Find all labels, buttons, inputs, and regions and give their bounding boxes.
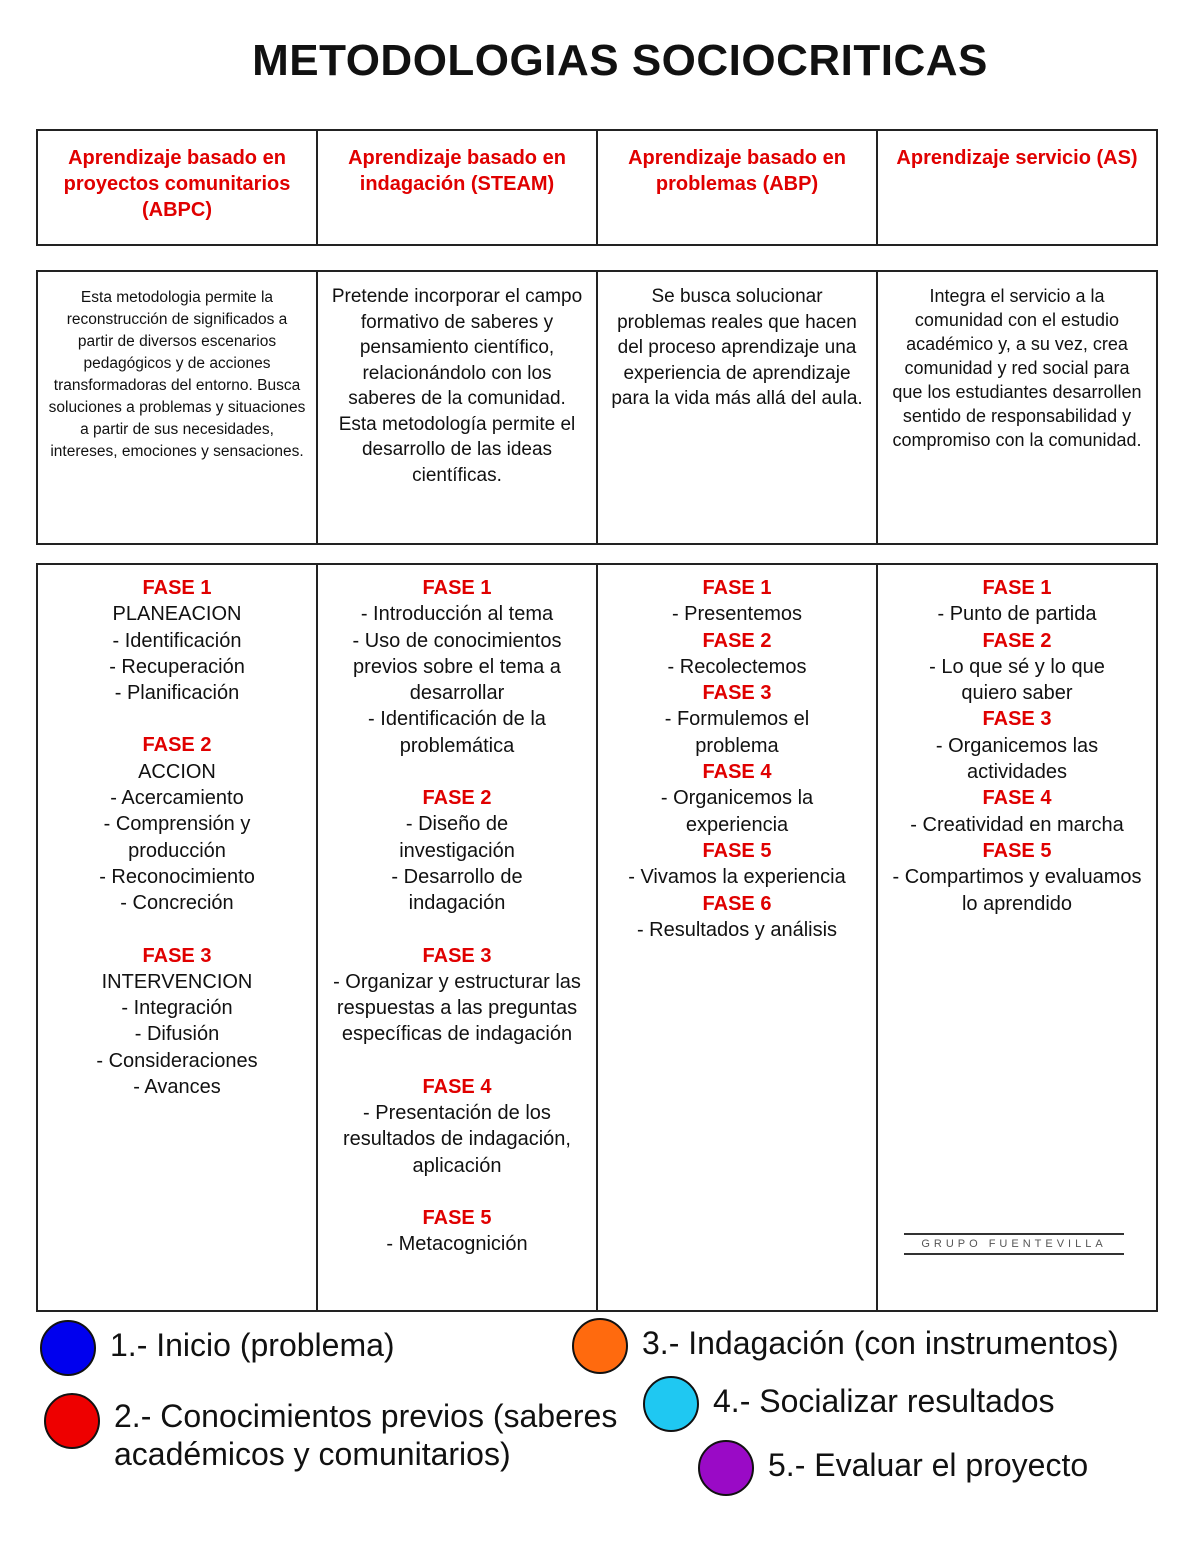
phase-label: FASE 6 [702, 892, 772, 915]
red-circle-icon [44, 1393, 100, 1449]
phase-step: - Uso de conocimientos previos sobre el tema a desarrollar [352, 629, 562, 705]
phase-step: - Lo que sé y lo que quiero saber [929, 655, 1105, 705]
phase-step: - Integración [121, 997, 233, 1020]
phase-step: - Reconocimiento [99, 865, 255, 888]
phase-name: ACCION [138, 760, 216, 783]
phase-step: - Planificación [114, 682, 240, 705]
phase-step: - Avances [133, 1076, 221, 1099]
phases-abp [598, 565, 878, 1310]
phase-step: - Recolectemos [667, 655, 807, 678]
methodology-header-row [36, 129, 1158, 246]
orange-circle-icon [572, 1318, 628, 1374]
phase-label: FASE 2 [142, 734, 212, 757]
phase-step: - Punto de partida [937, 603, 1097, 626]
phase-label: FASE 4 [982, 787, 1052, 810]
phase-step: - Diseño de investigación [399, 813, 515, 862]
phase-label: FASE 2 [702, 629, 772, 652]
blue-circle-icon [40, 1320, 96, 1376]
phase-step: - Desarrollo de indagación [391, 865, 523, 915]
phase-label: FASE 3 [982, 708, 1052, 731]
phase-step: - Recuperación [109, 655, 245, 678]
phase-name: INTERVENCION [101, 970, 253, 993]
legend-item-5 [698, 1440, 1088, 1496]
cyan-circle-icon [643, 1376, 699, 1432]
legend-label: 1.- Inicio (problema) [110, 1327, 395, 1363]
phase-label: FASE 3 [142, 944, 212, 967]
phase-label: FASE 3 [422, 944, 492, 967]
description-abpc: Esta metodologia permite la reconstrucción de significados a partir de diversos escenarios pedagógicos y de acciones transformadoras del entorno. Busca soluciones a problemas y situaciones a partir de sus necesidades, intereses, emociones y sensaciones. [38, 272, 318, 543]
methodology-description-row [36, 270, 1158, 545]
phase-step: - Comprensión y producción [103, 813, 251, 862]
phases-abpc [38, 565, 318, 1310]
phase-label: FASE 5 [982, 839, 1052, 862]
legend-label: 4.- Socializar resultados [713, 1383, 1055, 1419]
phase-step: - Acercamiento [110, 787, 244, 810]
description-steam: Pretende incorporar el campo formativo de saberes y pensamiento científico, relacionándolo con los saberes de la comunidad. Esta metodología permite el desarrollo de las ideas científicas. [318, 272, 598, 543]
phase-label: FASE 5 [702, 839, 772, 862]
brand-logo-text: GRUPO FUENTEVILLA [921, 1238, 1107, 1250]
phase-step: - Difusión [134, 1023, 220, 1046]
phase-step: - Identificación de la problemática [368, 708, 546, 757]
phase-step: - Resultados y análisis [636, 918, 838, 941]
phase-label: FASE 4 [422, 1075, 492, 1098]
phase-step: - Creatividad en marcha [910, 813, 1124, 836]
phases-steam [318, 565, 598, 1310]
phase-step: - Organicemos la experiencia [660, 787, 814, 836]
phase-label: FASE 1 [702, 577, 772, 599]
phase-name: PLANEACION [112, 603, 242, 626]
phase-step: - Presentación de los resultados de indagación, aplicación [343, 1102, 571, 1177]
phase-step: - Compartimos y evaluamos lo aprendido [892, 866, 1142, 915]
phase-step: - Organicemos las actividades [935, 734, 1099, 784]
description-abp: Se busca solucionar problemas reales que hacen del proceso aprendizaje una experiencia de aprendizaje para la vida más allá del aula. [598, 272, 878, 543]
legend-item-1 [40, 1320, 395, 1376]
header-abp: Aprendizaje basado en problemas (ABP) [598, 131, 878, 244]
legend-label: 3.- Indagación (con instrumentos) [642, 1325, 1119, 1361]
legend-item-4 [643, 1376, 1054, 1432]
page-title: METODOLOGIAS SOCIOCRITICAS [252, 36, 988, 85]
phase-step: - Formulemos el problema [664, 708, 810, 757]
header-steam: Aprendizaje basado en indagación (STEAM) [318, 131, 598, 244]
phase-step: - Vivamos la experiencia [628, 866, 846, 889]
purple-circle-icon [698, 1440, 754, 1496]
phase-label: FASE 1 [982, 577, 1052, 599]
phase-step: - Metacognición [386, 1233, 528, 1256]
legend-label: 2.- Conocimientos previos (saberes académicos y comunitarios) [114, 1398, 618, 1472]
header-abpc: Aprendizaje basado en proyectos comunitarios (ABPC) [38, 131, 318, 244]
header-as: Aprendizaje servicio (AS) [896, 147, 1138, 169]
phase-label: FASE 3 [702, 682, 772, 705]
phase-step: - Concreción [120, 892, 234, 915]
phases-as [878, 565, 1156, 1310]
legend-item-3 [572, 1318, 1119, 1374]
phase-step: - Consideraciones [96, 1049, 258, 1072]
phase-label: FASE 2 [422, 787, 492, 810]
phase-label: FASE 2 [982, 629, 1052, 652]
phase-step: - Introducción al tema [360, 603, 554, 626]
phase-step: - Identificación [112, 629, 242, 652]
legend-label: 5.- Evaluar el proyecto [768, 1447, 1089, 1483]
phase-step: - Organizar y estructurar las respuestas a las preguntas específicas de indagación [333, 970, 581, 1046]
phase-label: FASE 4 [702, 761, 772, 784]
description-as: Integra el servicio a la comunidad con el estudio académico y, a su vez, crea comunidad y red social para que los estudiantes desarrollen sentido de responsabilidad y compromiso con la comunidad. [892, 286, 1142, 450]
phase-label: FASE 1 [422, 577, 492, 599]
phase-label: FASE 1 [142, 577, 212, 599]
brand-logo [904, 1233, 1124, 1255]
phase-label: FASE 5 [422, 1206, 492, 1229]
phase-step: - Presentemos [671, 603, 803, 626]
legend-item-2 [44, 1393, 694, 1473]
methodology-phases-row [36, 563, 1158, 1312]
